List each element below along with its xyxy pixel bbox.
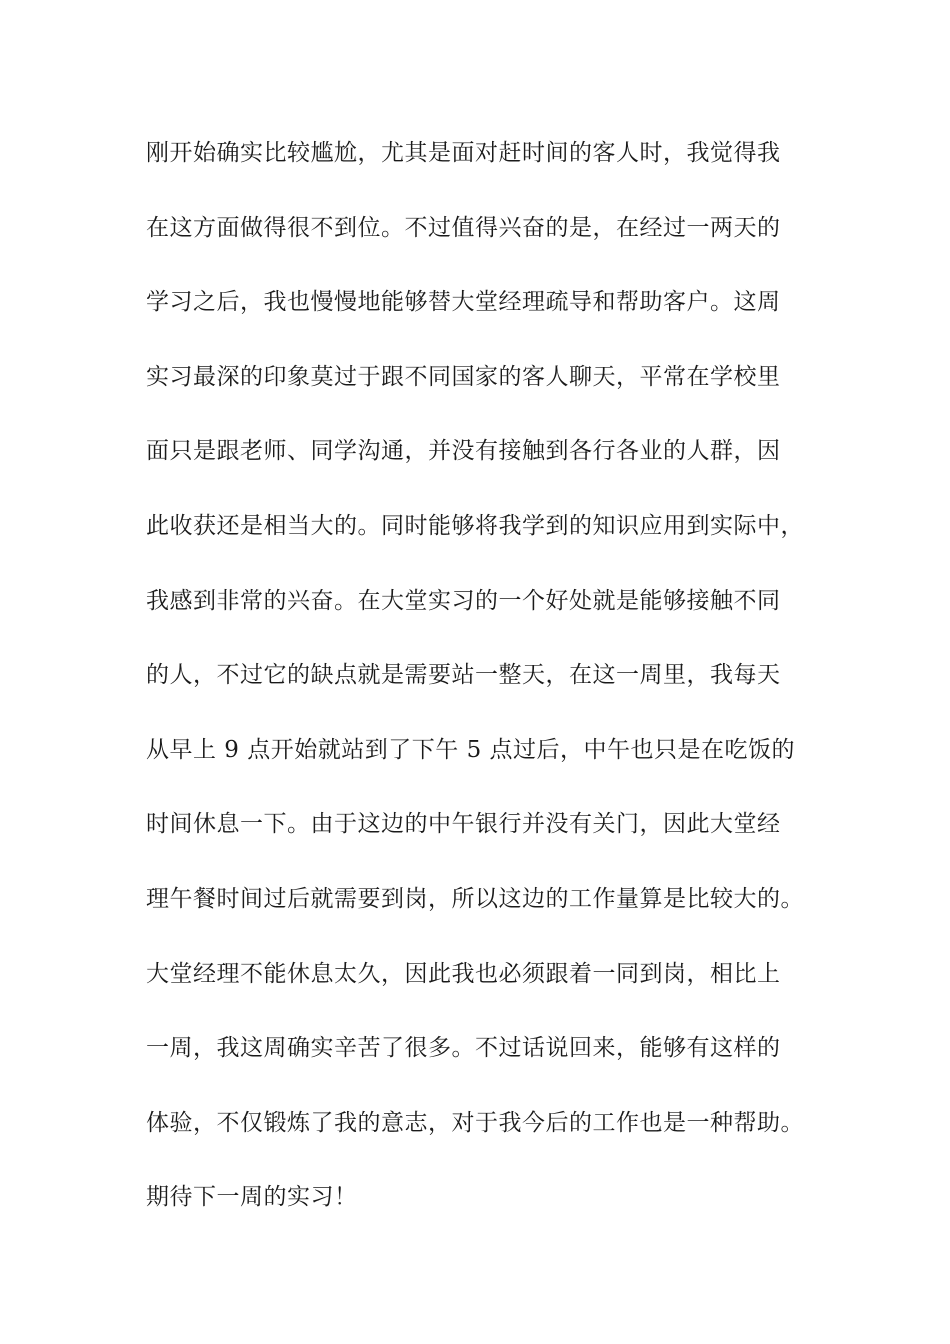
- text-line: 实习最深的印象莫过于跟不同国家的客人聊天，平常在学校里: [146, 363, 781, 390]
- text-line: 大堂经理不能休息太久，因此我也必须跟着一同到岗，相比上: [146, 960, 781, 987]
- text-line: 时间休息一下。由于这边的中午银行并没有关门，因此大堂经: [146, 811, 781, 838]
- text-line: 面只是跟老师、同学沟通，并没有接触到各行各业的人群，因: [146, 438, 781, 465]
- text-line: 此收获还是相当大的。同时能够将我学到的知识应用到实际中，: [146, 512, 804, 539]
- text-line: 学习之后，我也慢慢地能够替大堂经理疏导和帮助客户。这周: [146, 289, 781, 316]
- text-line: 在这方面做得很不到位。不过值得兴奋的是，在经过一两天的: [146, 214, 781, 241]
- text-line: 一周，我这周确实辛苦了很多。不过话说回来，能够有这样的: [146, 1035, 781, 1062]
- text-line: 理午餐时间过后就需要到岗，所以这边的工作量算是比较大的。: [146, 885, 804, 912]
- text-line: 的人，不过它的缺点就是需要站一整天，在这一周里，我每天: [146, 662, 781, 689]
- text-line: 期待下一周的实习！: [146, 1184, 358, 1211]
- text-line: 刚开始确实比较尴尬，尤其是面对赶时间的客人时，我觉得我: [146, 140, 781, 166]
- text-line: 我感到非常的兴奋。在大堂实习的一个好处就是能够接触不同: [146, 587, 781, 614]
- text-line: 体验，不仅锻炼了我的意志，对于我今后的工作也是一种帮助。: [146, 1109, 804, 1136]
- body-text: [146, 131, 846, 1250]
- text-line: 从早上 9 点开始就站到了下午 5 点过后，中午也只是在吃饭的: [146, 736, 796, 763]
